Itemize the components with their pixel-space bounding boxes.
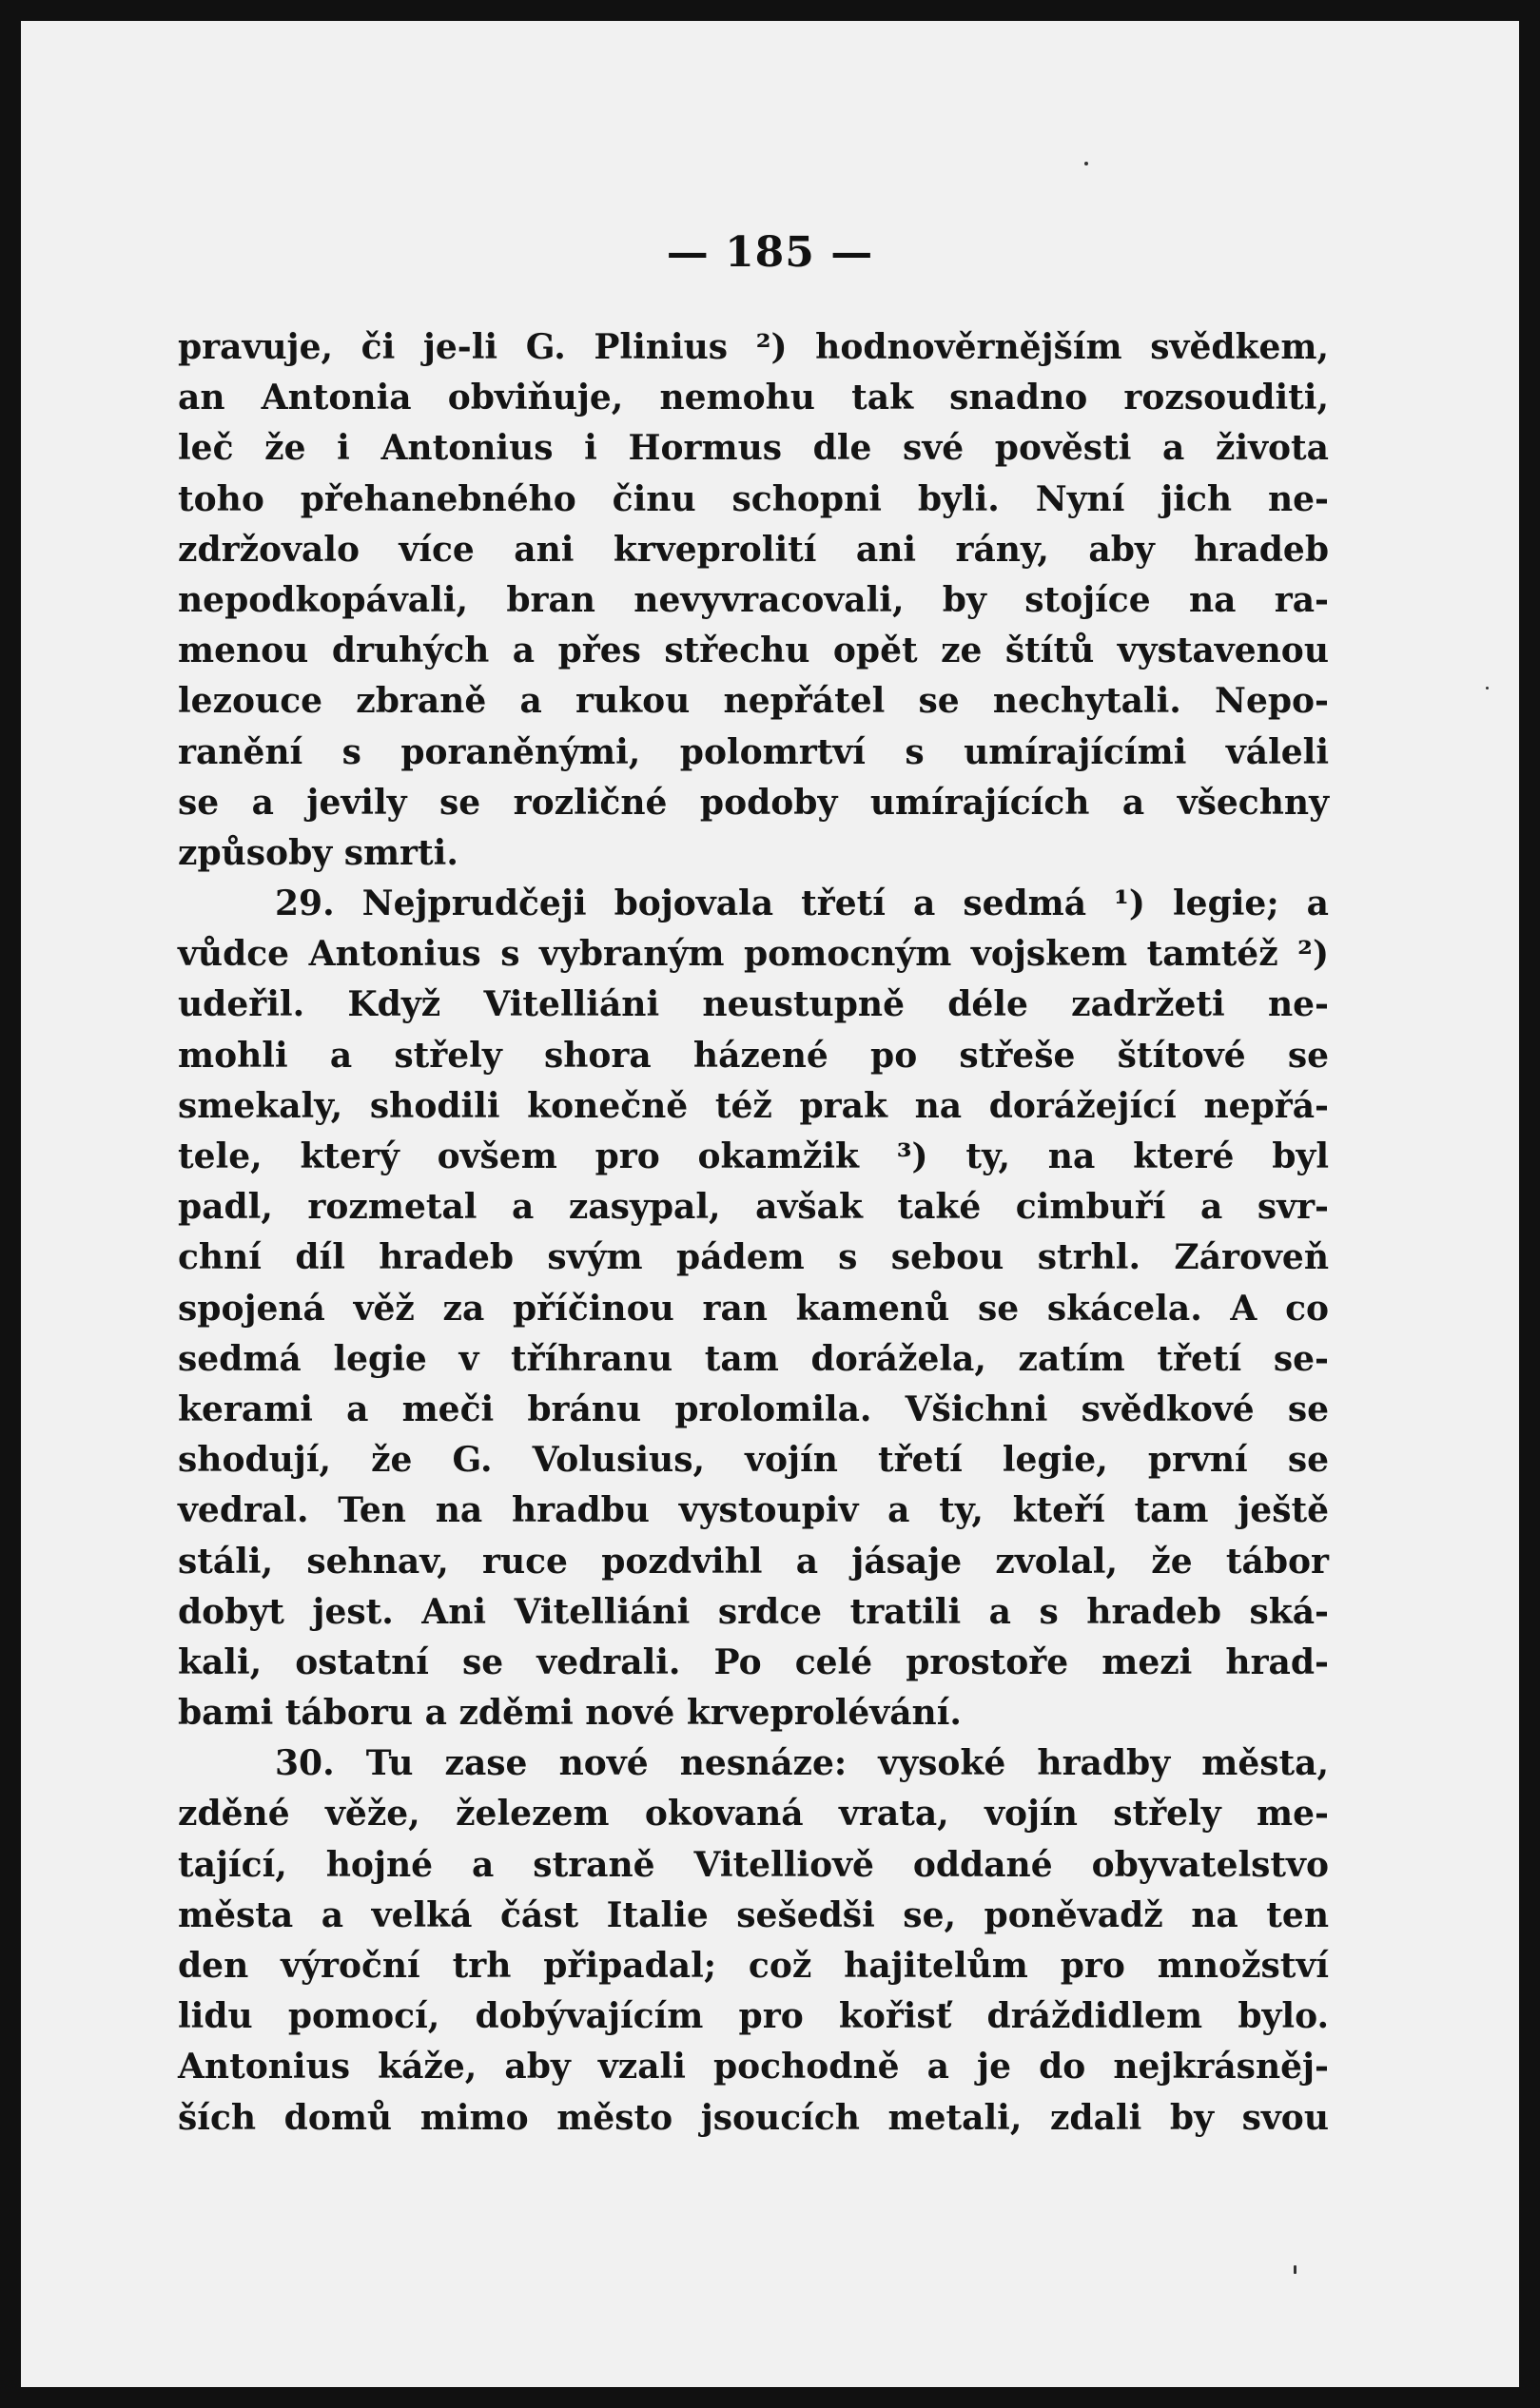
text-line: tele, který ovšem pro okamžik ³) ty, na které byl [178, 1136, 1329, 1176]
text-line: stáli, sehnav, ruce pozdvihl a jásaje zvolal, že tábor [178, 1541, 1329, 1582]
text-line: bami táboru a zděmi nové krveprolévání. [178, 1693, 962, 1734]
body-text [178, 322, 1329, 2144]
text-line: udeřil. Když Vitelliáni neustupně déle zadržeti ne- [178, 984, 1329, 1025]
text-line: kali, ostatní se vedrali. Po celé prostoře mezi hrad- [178, 1641, 1329, 1682]
text-line: pravuje, či je-li G. Plinius ²) hodnověrnějším svědkem, [178, 327, 1329, 367]
text-line: mohli a střely shora házené po střeše štítové se [178, 1035, 1329, 1076]
text-line: leč že i Antonius i Hormus dle své pověsti a života [178, 428, 1329, 469]
text-line: sedmá legie v tříhranu tam dorážela, zatím třetí se- [178, 1338, 1329, 1379]
page-number: — 185 — [666, 228, 874, 277]
paper-speck [1294, 2265, 1296, 2274]
text-line: tající, hojné a straně Vitelliově oddané obyvatelstvo [178, 1844, 1329, 1885]
text-line: spojená věž za příčinou ran kamenů se skácela. A co [178, 1288, 1329, 1329]
text-line: nepodkopávali, bran nevyvracovali, by stojíce na ra- [178, 579, 1329, 620]
text-line: 30. Tu zase nové nesnáze: vysoké hradby města, [275, 1743, 1329, 1784]
text-line: 29. Nejprudčeji bojovala třetí a sedmá ¹) legie; a [275, 884, 1329, 924]
text-line: se a jevily se rozličné podoby umírajících a všechny [178, 782, 1329, 823]
text-line: způsoby smrti. [178, 832, 458, 873]
book-page [21, 21, 1519, 2387]
text-line: an Antonia obviňuje, nemohu tak snadno rozsouditi, [178, 378, 1329, 418]
text-line: města a velká část Italie sešedši se, poněvadž na ten [178, 1894, 1329, 1935]
text-line: ších domů mimo město jsoucích metali, zdali by svou [178, 2097, 1329, 2138]
text-line: menou druhých a přes střechu opět ze štítů vystavenou [178, 631, 1329, 671]
text-line: kerami a meči bránu prolomila. Všichni svědkové se [178, 1388, 1329, 1429]
paper-speck [1486, 687, 1489, 689]
text-line: zděné věže, železem okovaná vrata, vojín střely me- [178, 1794, 1329, 1835]
text-line: shodují, že G. Volusius, vojín třetí legie, první se [178, 1440, 1329, 1481]
text-line: toho přehanebného činu schopni byli. Nyní jich ne- [178, 478, 1329, 519]
text-line: lidu pomocí, dobývajícím pro kořisť dráždidlem bylo. [178, 1996, 1329, 2037]
text-line: smekaly, shodili konečně též prak na dorážející nepřá- [178, 1085, 1329, 1126]
paper-speck [1084, 162, 1088, 165]
text-line: lezouce zbraně a rukou nepřátel se nechytali. Nepo- [178, 681, 1329, 722]
text-line: padl, rozmetal a zasypal, avšak také cimbuří a svr- [178, 1187, 1329, 1228]
text-line: dobyt jest. Ani Vitelliáni srdce tratili a s hradeb ská- [178, 1591, 1329, 1632]
text-line: ranění s poraněnými, polomrtví s umírajícími váleli [178, 731, 1329, 772]
text-line: zdržovalo více ani krveprolití ani rány, aby hradeb [178, 529, 1329, 570]
text-line: vedral. Ten na hradbu vystoupiv a ty, kteří tam ještě [178, 1490, 1329, 1531]
text-line: den výroční trh připadal; což hajitelům pro množství [178, 1946, 1329, 1986]
text-line: vůdce Antonius s vybraným pomocným vojskem tamtéž ²) [178, 934, 1329, 975]
text-line: Antonius káže, aby vzali pochodně a je do nejkrásněj- [178, 2047, 1329, 2088]
text-line: chní díl hradeb svým pádem s sebou strhl. Zároveň [178, 1237, 1329, 1278]
